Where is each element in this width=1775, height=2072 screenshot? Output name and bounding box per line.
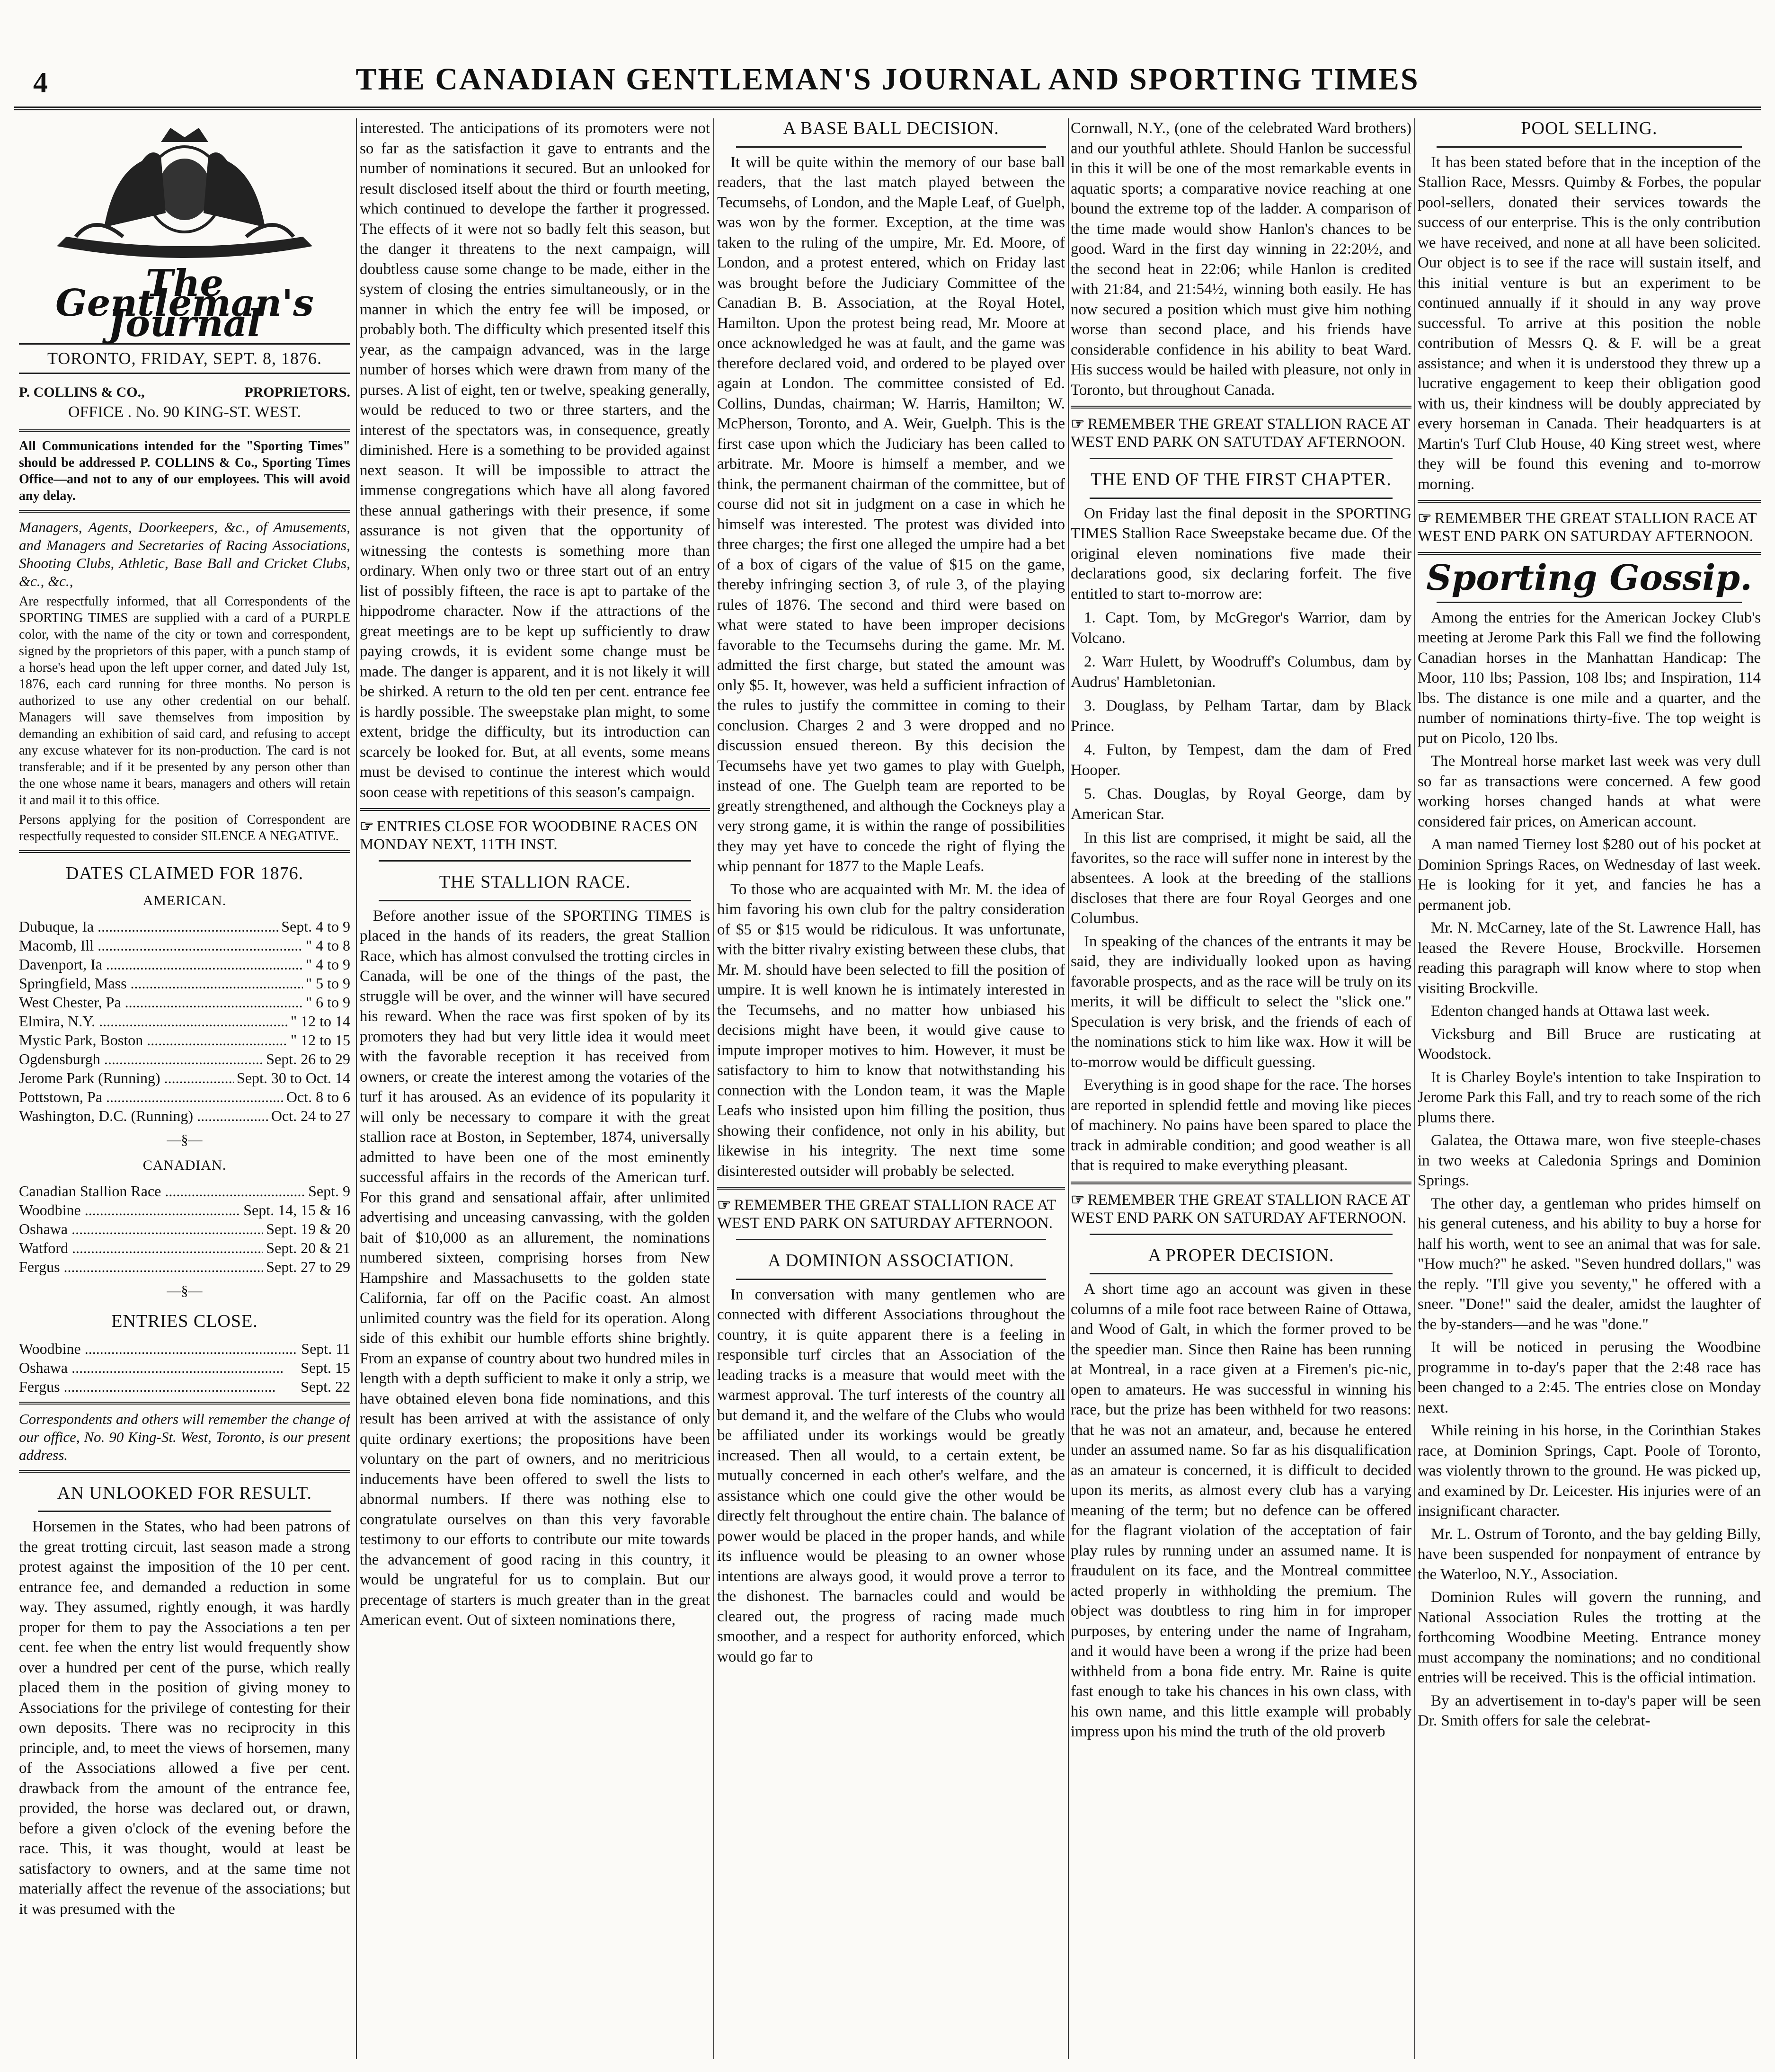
date-row: Canadian Stallion Race ..... Sept. 9 xyxy=(19,1182,350,1201)
entries-list xyxy=(19,1339,350,1396)
rule xyxy=(38,1511,331,1512)
journal-title: The Gentleman's Journal xyxy=(55,261,314,345)
date-row: Springfield, Mass ..... " 5 to 9 xyxy=(19,974,350,993)
pointing-hand-icon: ☞ xyxy=(1071,416,1085,433)
pointing-hand-icon: ☞ xyxy=(717,1197,731,1214)
article-paragraph: It will be quite within the memory of our base ball readers, that the last match played between the Tecumsehs, of London, and the Maple Leaf, of Guelph, was won by the former. Exception, at the time was taken to the ruling of the umpire, Mr. Ed. Moore, of London, and a protest entered, which on Friday last was brought before the Judiciary Committee of the Canadian B. B. Association, at the Royal Hotel, Hamilton. Upon the protest being read, Mr. Moore at once acknowledged he was at fault, and the game was therefore declared void, and ordered to be played over again at London. The committee consisted of Ed. Collins, Dundas, chairman; W. Harris, Hamilton; W. McPherson, Toronto, and A. Weir, Guelph. This is the first case upon which the Judiciary has been called to arbitrate. Mr. Moore is himself a member, and we think, the permanent chairman of the committee, but of course did not sit in judgment on a case in which he himself was interested. The protest was divided into three charges; the first one alleged the umpire had a bet of a box of cigars of the value of $15 on the game, thereby infringing section 3, of rule 3, of the playing rules of 1876. The second and third were based on what were stated to have been improper decisions favorable to the Tecumsehs during the game. Mr. M. admitted the first charge, but stated the amount was only $5. It, however, was held a sufficient infraction of the rules to justify the committee in coming to their conclusion. Charges 2 and 3 were dropped and no discussion ensued thereon. By this decision the Tecumsehs have yet two games to play with Guelph, instead of one. The Guelph team are reported to be greatly strengthened, and although the Cockneys play a very strong game, it is within the range of possibilities they may yet have to concede the right of flying the whip pennant for 1877 to the Maple Leafs. xyxy=(717,153,1065,875)
rule xyxy=(1418,500,1761,503)
pool-selling-heading: POOL SELLING. xyxy=(1521,118,1658,138)
sporting-gossip-title: Sporting Gossip. xyxy=(1426,558,1752,598)
rule xyxy=(360,808,710,811)
date-row: Elmira, N.Y. ..... " 12 to 14 xyxy=(19,1012,350,1031)
article-paragraph: In this list are comprised, it might be said, all the favorites, so the race will suffer none in interest by the absentees. A look at the breeding of the stallions discloses that there are four Royal Georges and one Columbus. xyxy=(1071,829,1411,927)
stallion-race-notice: ☞ REMEMBER THE GREAT STALLION RACE AT WEST END PARK ON SATURDAY AFTERNOON. xyxy=(1071,1191,1410,1227)
stallion-race-notice: ☞ REMEMBER THE GREAT STALLION RACE AT WEST END PARK ON SATUTDAY AFTERNOON. xyxy=(1071,416,1410,451)
canadian-dates-list xyxy=(19,1182,350,1276)
rule xyxy=(379,860,691,862)
date-row: Mystic Park, Boston ..... " 12 to 15 xyxy=(19,1031,350,1049)
dominion-heading: A DOMINION ASSOCIATION. xyxy=(768,1251,1014,1271)
date-row: Fergus ..... Sept. 27 to 29 xyxy=(19,1257,350,1276)
gossip-item: Vicksburg and Bill Bruce are rusticating at Woodstock. xyxy=(1418,1025,1761,1063)
date-row: Dubuque, Ia ..... Sept. 4 to 9 xyxy=(19,917,350,936)
gossip-item: Edenton changed hands at Ottawa last week. xyxy=(1431,1003,1710,1020)
section-divider: —§— xyxy=(167,1131,203,1147)
proprietors-name: P. COLLINS & CO., xyxy=(19,384,145,400)
first-chapter-heading: THE END OF THE FIRST CHAPTER. xyxy=(1091,470,1392,489)
date-row: Watford ..... Sept. 20 & 21 xyxy=(19,1238,350,1257)
gossip-item: It will be noticed in perusing the Woodbine programme in to-day's paper that the 2:48 race has been changed to a 2:45. The entries close on Monday next. xyxy=(1418,1339,1761,1416)
office-change-notice: Correspondents and others will remember the change of our office, No. 90 King-St. West, Toronto, is our present address. xyxy=(19,1410,350,1463)
gossip-item: Among the entries for the American Jockey Club's meeting at Jerome Park this Fall we find the following Canadian horses in the Manhattan Handicap: The Moor, 110 lbs; Passion, 108 lbs; and Inspiration, 114 lbs. The distance is one mile and a quarter, and the number of nominations thirty-five. The top weight is put on Picolo, 120 lbs. xyxy=(1418,609,1761,747)
pointing-hand-icon: ☞ xyxy=(1071,1191,1085,1209)
article-paragraph: In conversation with many gentlemen who are connected with different Associations throughout the country, it is quite apparent there is a feeling in responsible turf circles that an Association of the leading tracks is a measure that would meet with the warmest approval. The turf interests of the country all but demand it, and the welfare of the Clubs who would be affiliated under its workings would be greatly increased. Then all would, to a certain extent, be mutually concerned in each other's welfare, and the assistance which one could give the other would be directly felt throughout the entire chain. The balance of power would be placed in the proper hands, and while its influence would be pleasing to an owner whose intentions are always good, it would prove a terror to the dishonest. The barnacles could and would be cleared out, the progress of racing made much smoother, and a respect for authority enforced, which would go far to xyxy=(717,1286,1065,1665)
rule xyxy=(736,146,1046,148)
rule xyxy=(736,1279,1046,1280)
baseball-heading: A BASE BALL DECISION. xyxy=(783,118,999,138)
date-row: Fergus ..... Sept. 22 xyxy=(19,1377,350,1396)
pointing-hand-icon: ☞ xyxy=(360,818,374,835)
gossip-item: Mr. N. McCarney, late of the St. Lawrence Hall, has leased the Revere House, Brockville. Horsemen reading this paragraph will know where to stop when visiting Brockville. xyxy=(1418,919,1761,997)
rule xyxy=(379,900,691,901)
correspondents-notice: Are respectfully informed, that all Correspondents of the SPORTING TIMES are supplied with a card of a PURPLE color, with the name of the city or town and correspondent, signed by the proprietors of this paper, with a punch stamp of a horse's head upon the left upper corner, and dated July 1st, 1876, each card running for three months. No person is authorized to use any other credential on our behalf. Managers will save themselves from imposition by demanding an exhibition of said card, and refusing to accept any excuse whatever for its non-production. The card is not transferable; and if it be presented by any person other than the one whose name it bears, managers and others will retain it and mail it to this office. xyxy=(19,594,350,808)
rule xyxy=(19,510,350,513)
rule xyxy=(1090,1273,1393,1274)
lion-crest-logo-icon xyxy=(19,118,350,260)
date-row: Washington, D.C. (Running) ..... Oct. 24 to 27 xyxy=(19,1106,350,1125)
gossip-item: The Montreal horse market last week was very dull so far as transactions were concerned. A few good working horses changed hands at what were considered fair prices, on American account. xyxy=(1418,753,1761,830)
column-rule xyxy=(713,118,714,2059)
article-paragraph: Cornwall, N.Y., (one of the celebrated Ward brothers) and our youthful athlete. Should Hanlon be successful in this it will be one of the most remarkable events in aquatic sports; a comparative novice reaching at one bound the extreme top of the ladder. A comparison of the time made would show Hanlon's chances to be good. Ward in the first day winning in 22:20½, and the second heat in 22:06; while Hanlon is credited with 21:84, and 21:54½, winning both easily. He has now secured a position which must give him nothing worse than second place, and his friends have considerable confidence in his ability to beat Ward. His success would be hailed with pleasure, not only in Toronto, but throughout Canada. xyxy=(1071,120,1411,399)
starter-entry: 5. Chas. Douglas, by Royal George, dam by American Star. xyxy=(1071,785,1411,823)
entries-close-notice: ☞ ENTRIES CLOSE FOR WOODBINE RACES ON MONDAY NEXT, 11TH INST. xyxy=(360,818,698,853)
proprietors-label: PROPRIETORS. xyxy=(244,384,350,400)
gossip-item: A man named Tierney lost $280 out of his pocket at Dominion Springs Races, on Wednesday of last week. He is looking for it yet, and fancies he has a permanent job. xyxy=(1418,836,1761,914)
date-row: Macomb, Ill ..... " 4 to 8 xyxy=(19,936,350,955)
communications-notice: All Communications intended for the "Sporting Times" should be addressed P. COLLINS & Co., Sporting Times Office—and not to any of our employees. This will avoid any delay. xyxy=(19,438,350,503)
gossip-item: Dominion Rules will govern the running, and National Association Rules the trotting at the forthcoming Woodbine Meeting. Entrance money must accompany the nominations; and no conditional entries will be received. This is the official intimation. xyxy=(1418,1589,1761,1686)
gossip-item: Galatea, the Ottawa mare, won five steeple-chases in two weeks at Caledonia Springs and Dominion Springs. xyxy=(1418,1132,1761,1189)
date-row: Pottstown, Pa ..... Oct. 8 to 6 xyxy=(19,1087,350,1106)
dateline: TORONTO, FRIDAY, SEPT. 8, 1876. xyxy=(19,343,350,374)
article-paragraph: To those who are acquainted with Mr. M. the idea of him favoring his own club for the paltry consideration of $5 or $15 would be ridiculous. It was unfortunate, with the bitter rivalry existing between these clubs, that Mr. M. should have been selected to fill the position of umpire. It is well known he is intimately interested in the Tecumsehs, and no matter how unbiased his decisions might have been, it would give cause to impute improper motives to him. However, it must be satisfactory to him to know that notwithstanding his connection with the London team, it was the Maple Leafs who insisted upon him filling the position, thus showing their confidence, not only in his ability, but likewise in his integrity. The next time some disinterested outsider will probably be selected. xyxy=(717,880,1065,1180)
date-row: Davenport, Ia ..... " 4 to 9 xyxy=(19,955,350,974)
masthead: THE CANADIAN GENTLEMAN'S JOURNAL AND SPORTING TIMES xyxy=(355,62,1420,97)
date-row: West Chester, Pa ..... " 6 to 9 xyxy=(19,993,350,1012)
gossip-item: It is Charley Boyle's intention to take Inspiration to Jerome Park this Fall, and try to reach some of the rich plums there. xyxy=(1418,1068,1761,1126)
starter-entry: 2. Warr Hulett, by Woodruff's Columbus, dam by Audrus' Hambletonian. xyxy=(1071,653,1411,691)
article-paragraph: Horsemen in the States, who had been patrons of the great trotting circuit, last season made a strong protest against the imposition of the 10 per cent. entrance fee, and demanded a reduction in some way. They assumed, rightly enough, it was hardly proper for them to pay the Associations a ten per cent. fee when the entry list would frequently show over a hundred per cent of the purse, which really placed them in the position of giving money to Associations for the privilege of contesting for their own deposits. There was no reciprocity in this principle, and, to meet the views of horsemen, many of the Associations allowed a five per cent. drawback from the amount of the entrance fee, provided, the horse was declared out, or drawn, before a given o'clock of the evening before the race. This, it was thought, would at least be satisfactory to owners, and at the same time not materially affect the revenue of the associations; but it was presumed with the xyxy=(19,1518,350,1918)
date-row: Oshawa ..... Sept. 15 xyxy=(19,1358,350,1377)
article-paragraph: interested. The anticipations of its promoters were not so far as the satisfaction it gave to entrants and the number of nominations it secured. But an unlooked for result disclosed itself about the third or fourth meeting, which continued to develope the farther it progressed. The effects of it were not so badly felt this season, but the danger it threatens to the next campaign, will doubtless cause some change to be made, either in the system of closing the entries simultaneously, or in the manner in which the entry fee will be imposed, or probably both. The difficulty which presented itself this year, as the campaign advanced, was in the large number of horses which were drawn from many of the purses. A list of eight, ten or twelve, speaking generally, would be reduced to two or three starters, and the interest of the spectators was, in consequence, greatly diminished. Here is a something to be provided against next season. It will be impossible to attract the immense congregations which have all along favored these annual gatherings with their presence, if some assurance is not given that the opportunity of witnessing the contests is something more than ordinary. When only two or three start out of an entry list of possibly fifteen, the race is apt to partake of the hippodrome character. Now if the attractions of the great meetings are to be kept up sufficiently to draw paying crowds, it is evident some change must be made. The danger is apparent, and it is not likely it will be shirked. A return to the old ten per cent. entrance fee is hardly possible. The sweepstake plan might, to some extent, bridge the difficulty, but its introduction can scarcely be looked for. But, at all events, some means must be devised to continue the interest which would soon cease with repetitions of this season's campaign. xyxy=(360,120,710,801)
column-rule xyxy=(356,118,357,2059)
article-paragraph: Before another issue of the SPORTING TIMES is placed in the hands of its readers, the great Stallion Race, which has almost convulsed the trotting circles in Canada, will be one of the things of the past, the struggle will be over, and the winner will have secured his reward. When the race was first spoken of by its promoters they had but very little idea it would meet with the favorable reception it has received from owners, or create the interest among the votaries of the turf it has aroused. As an evidence of its popularity it will only be necessary to compare it with the great stallion race at Boston, in September, 1874, universally admitted to have been one of the most eminently successful affairs in the records of the American turf. For this grand and sensational affair, after unlimited advertising and unceasing canvassing, with the golden bait of $10,000 as an allurement, the nominations numbered sixteen, comprising horses from New Hampshire and Massachusetts to the golden state California, far off on the Pacific coast. An almost unlimited country was the field for its operation. Along side of this exhibit our humble efforts shine brightly. From an expanse of country about two hundred miles in length with a depth sufficient to make it only a strip, we have obtained eleven bona fide nominations, and this result has been arrived at with the assistance of only quite ordinary exertions; the propositions have been voluntary on the part of owners, and no meritricious inducements have been offered to swell the lists to abnormal numbers. If there was nothing else to congratulate ourselves on than this very favorable testimony to our efforts to contribute our mite towards the advancement of good racing in this country, it would be ungrateful for us to complain. But our precentage of starters is much greater than in the great American event. Out of sixteen nominations there, xyxy=(360,907,710,1628)
unlooked-heading: AN UNLOOKED FOR RESULT. xyxy=(57,1483,312,1503)
column-rule xyxy=(1414,118,1415,2059)
article-paragraph: It has been stated before that in the inception of the Stallion Race, Messrs. Quimby & Forbes, the popular pool-sellers, donated their services towards the success of our enterprise. This is the only contribution we have received, and none at all have been solicited. Our object is to see if the race will sustain itself, and this initial venture is but an experiment to be continued annually if it should in any way prove successful. To arrive at this position the noble contribution of Messrs Q. & F. will be a great assistance; and when it is understood they threw up a lucrative engagement to keep their obligation good with us, their kindness will be doubly appreciated by every horseman in Canada. Their headquarters is at Martin's Turf Club House, 40 King street west, where they will be found this evening and to-morrow morning. xyxy=(1418,153,1761,493)
starter-entry: 4. Fulton, by Tempest, dam the dam of Fred Hooper. xyxy=(1071,741,1411,779)
pointing-hand-icon: ☞ xyxy=(1418,510,1432,527)
gossip-item: The other day, a gentleman who prides himself on his general cuteness, and his ability to buy a horse for half his worth, went to see an animal that was for sale. "How much?" he asked. "Seven hundred dollars," was the reply. "I'll give you seventy," he offered with a sneer. "Done!" said the dealer, amidst the laughter of the by-standers—and he was "done." xyxy=(1418,1195,1761,1333)
column-1 xyxy=(19,118,350,2059)
column-3 xyxy=(717,118,1065,2059)
gossip-item: While reining in his horse, in the Corinthian Stakes race, at Dominion Springs, Capt. Poole of Toronto, was violently thrown to the ground. He was picked up, and examined by Dr. Leicester. His injuries were of an insignificant character. xyxy=(1418,1422,1761,1520)
article-paragraph: On Friday last the final deposit in the SPORTING TIMES Stallion Race Sweepstake became due. Of the original eleven nominations five made their declarations good, six declaring forfeit. The five entitled to start to-morrow are: xyxy=(1071,505,1411,603)
rule xyxy=(19,1470,350,1473)
article-paragraph: Everything is in good shape for the race. The horses are reported in splendid fettle and moving like pieces of machinery. No pains have been spared to place the track in admirable condition; and good weather is all that is required to make everything pleasant. xyxy=(1071,1076,1411,1174)
date-row: Woodbine ..... Sept. 11 xyxy=(19,1339,350,1358)
american-dates-list xyxy=(19,917,350,1125)
rule xyxy=(19,850,350,853)
rule xyxy=(1071,406,1411,409)
column-rule xyxy=(1068,118,1069,2059)
applicants-notice: Persons applying for the position of Correspondent are respectfully requested to consider SILENCE A NEGATIVE. xyxy=(19,812,350,844)
rule xyxy=(717,1187,1065,1190)
managers-notice: Managers, Agents, Doorkeepers, &c., of Amusements, and Managers and Secretaries of Racing Associations, Shooting Clubs, Athletic, Base Ball and Cricket Clubs, &c., &c., xyxy=(19,518,350,589)
column-5 xyxy=(1418,118,1761,2059)
article-paragraph: In speaking of the chances of the entrants it may be said, they are individually looked upon as having favorable prospects, and as the race will be truly on its merits, it will be difficult to select the "slick one." Speculation is very brisk, and the friends of each of the nominations stick to him like wax. How it will be to-morrow would be difficult guessing. xyxy=(1071,933,1411,1071)
rule xyxy=(736,1239,1046,1240)
stallion-race-notice: ☞ REMEMBER THE GREAT STALLION RACE AT WEST END PARK ON SATURDAY AFTERNOON. xyxy=(1418,510,1757,545)
stallion-race-heading: THE STALLION RACE. xyxy=(439,872,631,892)
date-row: Woodbine ..... Sept. 14, 15 & 16 xyxy=(19,1201,350,1219)
proper-decision-heading: A PROPER DECISION. xyxy=(1148,1245,1334,1265)
entries-close-heading: ENTRIES CLOSE. xyxy=(111,1311,258,1331)
dates-heading: DATES CLAIMED FOR 1876. xyxy=(65,863,304,883)
rule xyxy=(1071,1182,1411,1184)
starter-entry: 3. Douglass, by Pelham Tartar, dam by Black Prince. xyxy=(1071,697,1411,735)
gossip-item: By an advertisement in to-day's paper will be seen Dr. Smith offers for sale the celebrat- xyxy=(1418,1692,1761,1729)
column-2 xyxy=(360,118,710,2059)
rule xyxy=(1090,1234,1393,1235)
date-row: Oshawa ..... Sept. 19 & 20 xyxy=(19,1219,350,1238)
rule xyxy=(1437,146,1742,148)
date-row: Jerome Park (Running) ..... Sept. 30 to Oct. 14 xyxy=(19,1068,350,1087)
gossip-item: Mr. L. Ostrum of Toronto, and the bay gelding Billy, have been suspended for nonpayment of entrance by the Waterloo, N.Y., Association. xyxy=(1418,1525,1761,1583)
column-4 xyxy=(1071,118,1411,2059)
masthead-rule xyxy=(14,107,1761,110)
stallion-race-notice: ☞ REMEMBER THE GREAT STALLION RACE AT WEST END PARK ON SATURDAY AFTERNOON. xyxy=(717,1197,1056,1232)
date-row: Ogdensburgh ..... Sept. 26 to 29 xyxy=(19,1049,350,1068)
page-header xyxy=(14,52,1761,109)
rule xyxy=(19,1402,350,1405)
article-paragraph: A short time ago an account was given in these columns of a mile foot race between Raine of Ottawa, and Wood of Galt, in which the former proved to be the speedier man. Since then Raine has been running at Montreal, in a race given at a Firemen's pic-nic, open to amateurs. He was successful in winning his race, but the prize has been withheld for two reasons: that he was not an amateur, and, because he entered under an assumed name. So far as his disqualification as an amateur is concerned, it is difficult to decided upon its merits, as almost every club has a varying meaning of the term; but no defence can be offered for the flagrant violation of the acceptation of fair play rules by running under an assumed name. It is fraudulent on its face, and the Montreal committee acted properly in withholding the premium. The object was doubtless to ring him in for improper purposes, by entering under the name of Ingraham, and it would have been a wrong if the prize had been withheld from a bona fide entry. Mr. Raine is quite fast enough to take his chances in his own class, with his own name, and this little example will probably impress upon his mind the truth of the old proverb xyxy=(1071,1281,1411,1740)
proprietors-line xyxy=(19,382,350,403)
page-number: 4 xyxy=(33,67,48,99)
american-heading: AMERICAN. xyxy=(142,893,227,908)
office-address: OFFICE . No. 90 KING-ST. WEST. xyxy=(68,403,302,421)
rule xyxy=(19,429,350,432)
rule xyxy=(1090,458,1393,459)
canadian-heading: CANADIAN. xyxy=(142,1157,227,1173)
rule xyxy=(1437,602,1742,603)
section-divider: —§— xyxy=(167,1282,203,1298)
rule xyxy=(1418,552,1761,555)
starter-entry: 1. Capt. Tom, by McGregor's Warrior, dam by Volcano. xyxy=(1071,609,1411,647)
rule xyxy=(1090,498,1393,499)
